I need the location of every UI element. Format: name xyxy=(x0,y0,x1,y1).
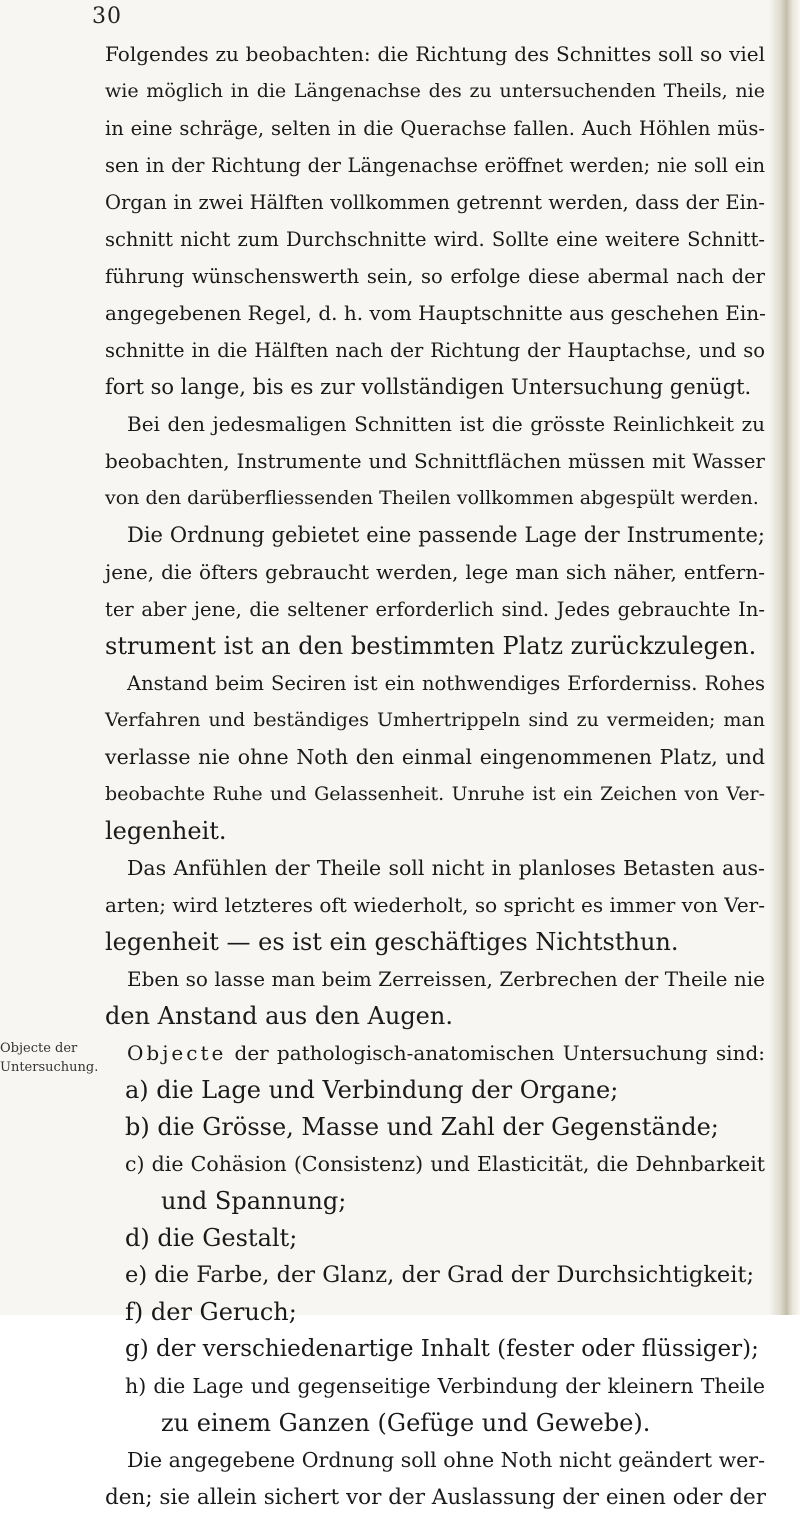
text-line: Organ in zwei Hälften vollkommen getrennt werden, dass der Ein- xyxy=(105,191,765,214)
text-line: schnitte in die Hälften nach der Richtung der Hauptachse, und so xyxy=(105,339,765,362)
text-line: d) die Gestalt; xyxy=(125,1224,298,1252)
text-line: Das Anfühlen der Theile soll nicht in planloses Betasten aus- xyxy=(127,856,765,880)
text-line: beobachte Ruhe und Gelassenheit. Unruhe ist ein Zeichen von Ver- xyxy=(105,783,765,805)
text-line: a) die Lage und Verbindung der Organe; xyxy=(125,1076,619,1104)
text-line: Objecte der pathologisch-anatomischen Untersuchung sind: xyxy=(127,1041,765,1065)
margin-note xyxy=(0,1039,99,1077)
text-line: e) die Farbe, der Glanz, der Grad der Durchsichtigkeit; xyxy=(125,1262,755,1288)
emphasised-word: Objecte xyxy=(127,1041,227,1065)
text-line: Anstand beim Seciren ist ein nothwendiges Erforderniss. Rohes xyxy=(127,672,765,695)
text-line: g) der verschiedenartige Inhalt (fester oder flüssiger); xyxy=(125,1336,759,1362)
body-text xyxy=(105,36,765,1516)
text-line: den; sie allein sichert vor der Auslassung der einen oder der xyxy=(105,1485,767,1510)
text-line: Eben so lasse man beim Zerreissen, Zerbrechen der Theile nie xyxy=(127,967,765,991)
text-line: Verfahren und beständiges Umhertrippeln sind zu vermeiden; man xyxy=(105,709,765,731)
margin-note-line-1: Objecte der xyxy=(0,1041,78,1056)
text-line: beobachten, Instrumente und Schnittflächen müssen mit Wasser xyxy=(105,449,765,473)
text-line: sen in der Richtung der Längenachse eröffnet werden; nie soll ein xyxy=(105,154,765,177)
margin-note-line-2: Untersuchung. xyxy=(0,1060,99,1075)
text-line: angegebenen Regel, d. h. vom Hauptschnitte aus geschehen Ein- xyxy=(105,301,766,325)
text-line: in eine schräge, selten in die Querachse fallen. Auch Höhlen müs- xyxy=(105,117,765,140)
text-line: den Anstand aus den Augen. xyxy=(105,1002,453,1030)
text-line: fort so lange, bis es zur vollständigen Untersuchung genügt. xyxy=(105,375,752,399)
text-line: Folgendes zu beobachten: die Richtung des Schnittes soll so viel xyxy=(105,42,765,66)
text-line: Die angegebene Ordnung soll ohne Noth nicht geändert wer- xyxy=(127,1448,765,1472)
text-line: wie möglich in die Längenachse des zu untersuchenden Theils, nie xyxy=(105,80,765,102)
text-line: c) die Cohäsion (Consistenz) und Elasticität, die Dehnbarkeit xyxy=(125,1152,765,1176)
text-line: führung wünschenswerth sein, so erfolge diese abermal nach der xyxy=(105,265,765,288)
page-edge xyxy=(770,0,800,1315)
text-line: zu einem Ganzen (Gefüge und Gewebe). xyxy=(161,1409,651,1437)
text-line: legenheit. xyxy=(105,817,227,845)
text-line: f) der Geruch; xyxy=(125,1298,297,1326)
text-line: ter aber jene, die seltener erforderlich sind. Jedes gebrauchte In- xyxy=(105,598,765,621)
page-number: 30 xyxy=(92,4,122,29)
text-line: und Spannung; xyxy=(161,1187,347,1215)
text-line: Bei den jedesmaligen Schnitten ist die grösste Reinlichkeit zu xyxy=(127,412,765,436)
text-line: h) die Lage und gegenseitige Verbindung der kleinern Theile xyxy=(125,1374,765,1398)
text-line: Die Ordnung gebietet eine passende Lage der Instrumente; xyxy=(127,523,765,547)
text-line: b) die Grösse, Masse und Zahl der Gegenstände; xyxy=(125,1113,719,1141)
text-line: arten; wird letzteres oft wiederholt, so spricht es immer von Ver- xyxy=(105,893,765,917)
text-line: strument ist an den bestimmten Platz zurückzulegen. xyxy=(105,632,757,660)
text-line: von den darüberfliessenden Theilen vollkommen abgespült werden. xyxy=(105,487,759,509)
text-line: verlasse nie ohne Noth den einmal eingenommenen Platz, und xyxy=(105,745,765,769)
text-line: legenheit — es ist ein geschäftiges Nichtsthun. xyxy=(105,928,679,956)
text-line: schnitt nicht zum Durchschnitte wird. Sollte eine weitere Schnitt- xyxy=(105,228,765,251)
text-line: jene, die öfters gebraucht werden, lege man sich näher, entfern- xyxy=(105,560,765,584)
